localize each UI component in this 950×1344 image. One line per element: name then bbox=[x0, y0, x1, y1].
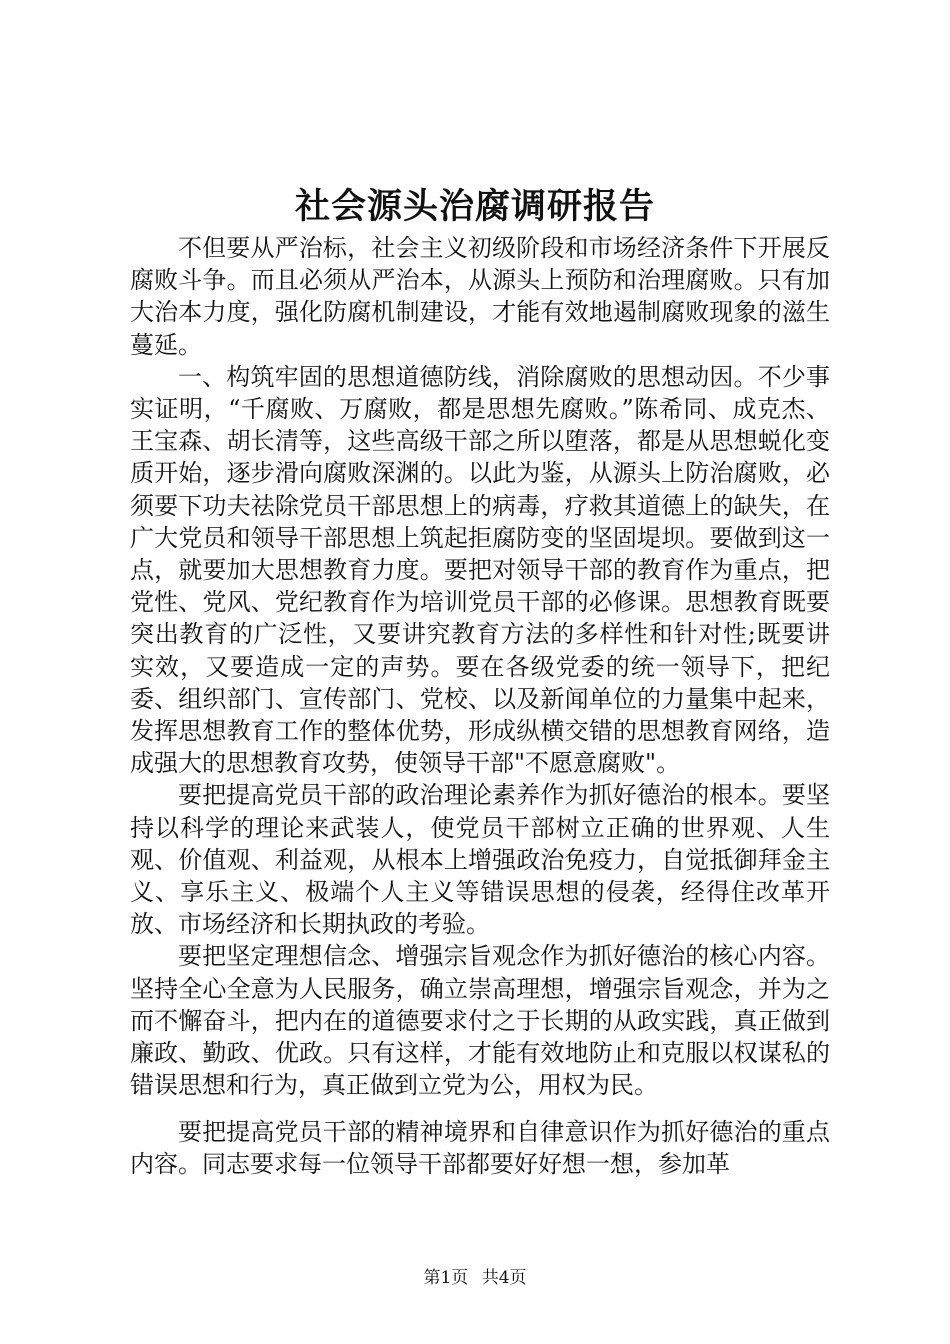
page-total: 共4页 bbox=[481, 1268, 527, 1288]
paragraph-theory: 要把提高党员干部的政治理论素养作为抓好德治的根本。要坚持以科学的理论来武装人，使党员干部树立正确的世界观、人生观、价值观、利益观，从根本上增强政治免疫力，自觉抵御拜金主义、享乐主义、极端个人主义等错误思想的侵袭，经得住改革开放、市场经济和长期执政的考验。 bbox=[130, 781, 830, 939]
page-footer bbox=[0, 1266, 950, 1290]
document-body-continued bbox=[130, 1116, 830, 1180]
document-body bbox=[130, 232, 830, 1101]
paragraph-section-one: 一、构筑牢固的思想道德防线，消除腐败的思想动因。不少事实证明，“千腐败、万腐败，都是思想先腐败。”陈希同、成克杰、王宝森、胡长清等，这些高级干部之所以堕落，都是从思想蜕化变质开始，逐步滑向腐败深渊的。以此为鉴，从源头上防治腐败，必须要下功夫祛除党员干部思想上的病毒，疗救其道德上的缺失，在广大党员和领导干部思想上筑起拒腐防变的坚固堤坝。要做到这一点，就要加大思想教育力度。要把对领导干部的教育作为重点，把党性、党风、党纪教育作为培训党员干部的必修课。思想教育既要突出教育的广泛性，又要讲究教育方法的多样性和针对性;既要讲实效，又要造成一定的声势。要在各级党委的统一领导下，把纪委、组织部门、宣传部门、党校、以及新闻单位的力量集中起来，发挥思想教育工作的整体优势，形成纵横交错的思想教育网络，造成强大的思想教育攻势，使领导干部"不愿意腐败"。 bbox=[130, 362, 830, 778]
paragraph-self-discipline: 要把提高党员干部的精神境界和自律意识作为抓好德治的重点内容。同志要求每一位领导干部都要好好想一想，参加革 bbox=[130, 1118, 830, 1179]
document-title: 社会源头治腐调研报告 bbox=[294, 186, 655, 227]
page-number: 第1页 bbox=[423, 1268, 469, 1288]
paragraph-intro: 不但要从严治标，社会主义初级阶段和市场经济条件下开展反腐败斗争。而且必须从严治本，从源头上预防和治理腐败。只有加大治本力度，强化防腐机制建设，才能有效地遏制腐败现象的滋生蔓延。 bbox=[130, 234, 830, 359]
paragraph-ideals: 要把坚定理想信念、增强宗旨观念作为抓好德治的核心内容。坚持全心全意为人民服务，确立崇高理想，增强宗旨观念，并为之而不懈奋斗，把内在的道德要求付之于长期的从政实践，真正做到廉政、勤政、优政。只有这样，才能有效地防止和克服以权谋私的错误思想和行为，真正做到立党为公，用权为民。 bbox=[130, 942, 830, 1100]
